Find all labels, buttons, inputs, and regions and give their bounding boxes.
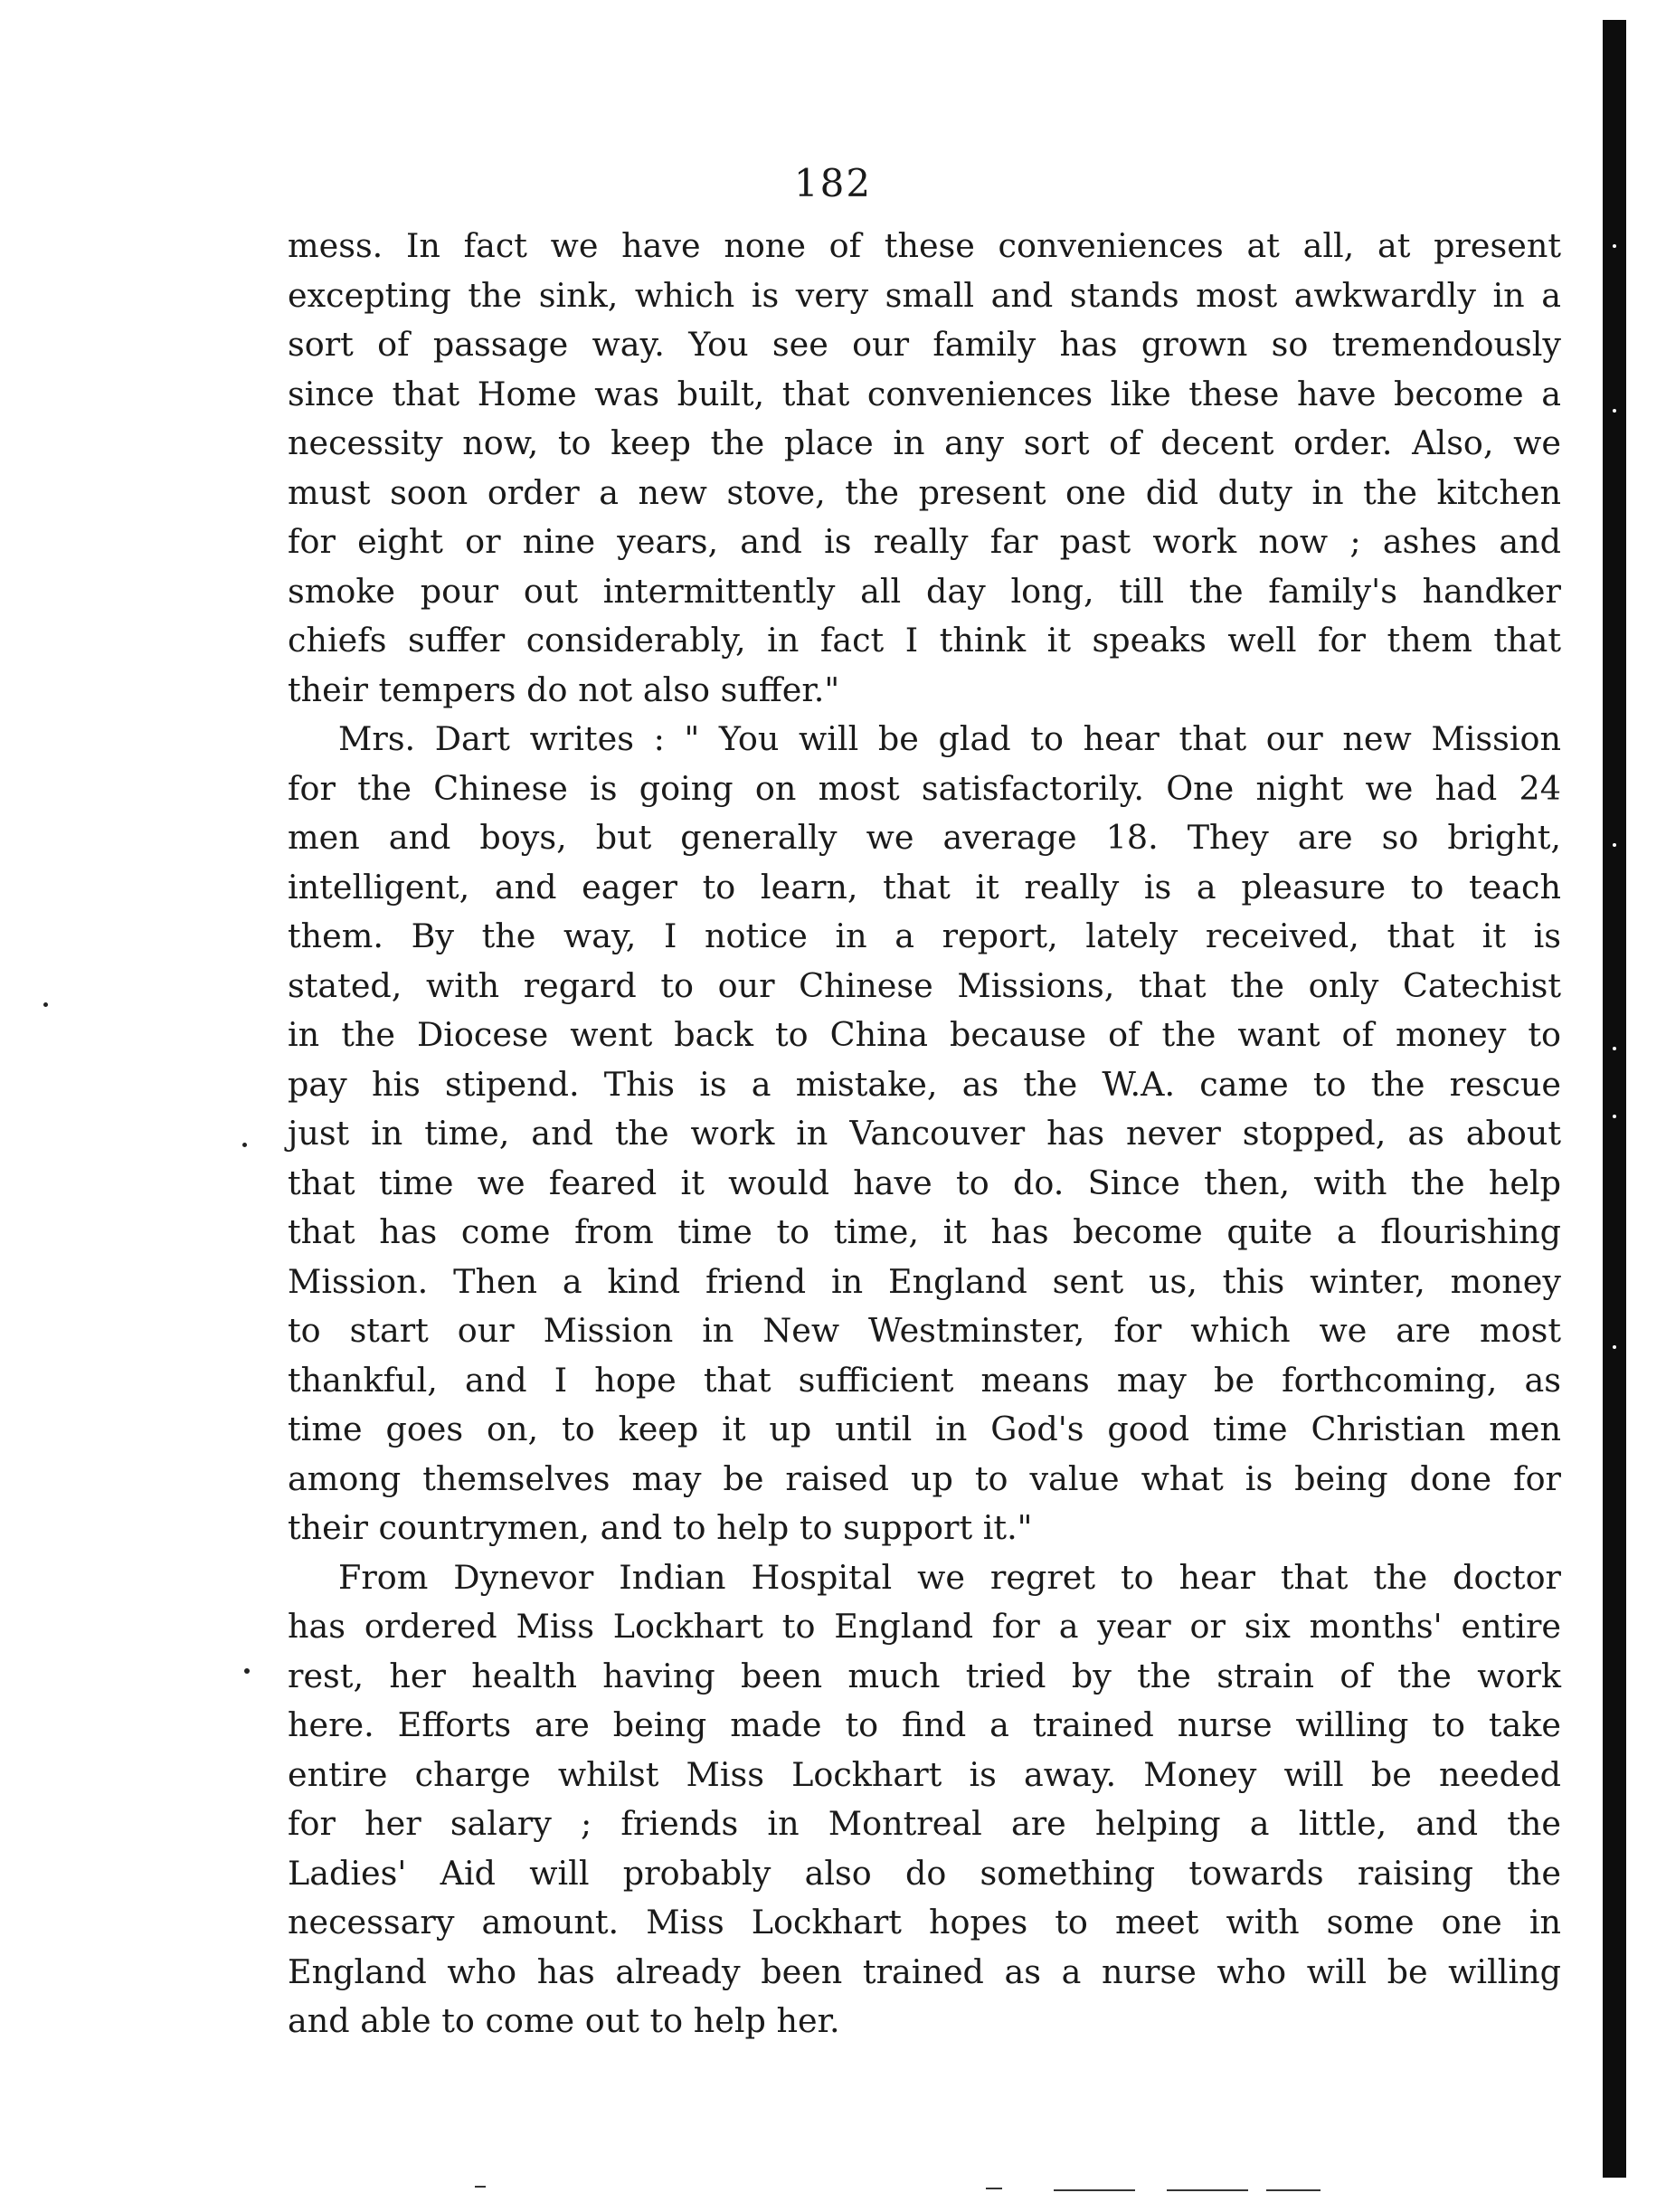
- text-line: Mission. Then a kind friend in England sent us, this winter, money: [288, 1261, 1561, 1301]
- text-line: Mrs. Dart writes : " You will be glad to hear that our new Mission: [338, 719, 1561, 758]
- text-line: entire charge whilst Miss Lockhart is away. Money will be needed: [288, 1754, 1561, 1794]
- text-line: sort of passage way. You see our family has grown so tremendously: [288, 325, 1561, 364]
- text-line: thankful, and I hope that sufficient means may be forthcoming, as: [288, 1360, 1561, 1400]
- text-line: to start our Mission in New Westminster, for which we are most: [288, 1311, 1561, 1350]
- text-line: rest, her health having been much tried by the strain of the work: [288, 1656, 1561, 1695]
- text-line: stated, with regard to our Chinese Missions, that the only Catechist: [288, 965, 1561, 1005]
- text-line: that time we feared it would have to do. Since then, with the help: [288, 1163, 1561, 1202]
- text-line: pay his stipend. This is a mistake, as the W.A. came to the rescue: [288, 1064, 1561, 1104]
- text-line: that has come from time to time, it has become quite a flourishing: [288, 1212, 1561, 1251]
- text-line: and able to come out to help her.: [288, 2001, 840, 2040]
- text-line: their countrymen, and to help to support it.": [288, 1508, 1033, 1547]
- text-line: must soon order a new stove, the present one did duty in the kitchen: [288, 472, 1561, 512]
- page-number: 182: [793, 161, 873, 205]
- scan-speck: [43, 1002, 48, 1007]
- text-line: just in time, and the work in Vancouver has never stopped, as about: [288, 1114, 1561, 1153]
- scan-speck: [244, 1668, 250, 1674]
- body-text: [288, 222, 1561, 2046]
- text-line: mess. In fact we have none of these conveniences at all, at present: [288, 226, 1561, 265]
- text-line: since that Home was built, that conveniences like these have become a: [288, 374, 1561, 413]
- text-line: time goes on, to keep it up until in God's good time Christian men: [288, 1410, 1561, 1448]
- text-line: for her salary ; friends in Montreal are helping a little, and the: [288, 1804, 1561, 1843]
- text-line: From Dynevor Indian Hospital we regret to hear that the doctor: [338, 1557, 1561, 1597]
- text-line: intelligent, and eager to learn, that it really is a pleasure to teach: [288, 867, 1561, 907]
- scan-mark: [1054, 2189, 1135, 2191]
- text-line: smoke pour out intermittently all day long, till the family's handker: [288, 571, 1561, 611]
- text-line: for the Chinese is going on most satisfactorily. One night we had 24: [288, 768, 1561, 808]
- text-line: in the Diocese went back to China because of the want of money to: [288, 1015, 1561, 1054]
- text-line: men and boys, but generally we average 18. They are so bright,: [288, 818, 1561, 857]
- text-line: has ordered Miss Lockhart to England for a year or six months' entire: [288, 1607, 1561, 1646]
- text-line: among themselves may be raised up to value what is being done for: [288, 1458, 1561, 1498]
- text-line: for eight or nine years, and is really far past work now ; ashes and: [288, 522, 1561, 561]
- text-line: their tempers do not also suffer.": [288, 669, 840, 709]
- binding-edge: [1603, 20, 1626, 2178]
- scan-mark: [1167, 2189, 1248, 2191]
- scan-mark: [986, 2188, 1002, 2189]
- text-line: them. By the way, I notice in a report, lately received, that it is: [288, 916, 1561, 955]
- scan-speck: [242, 1143, 247, 1147]
- text-line: England who has already been trained as a nurse who will be willing: [288, 1951, 1561, 1991]
- text-line: necessary amount. Miss Lockhart hopes to meet with some one in: [288, 1903, 1561, 1941]
- text-line: necessity now, to keep the place in any sort of decent order. Also, we: [288, 423, 1561, 462]
- scan-mark: [475, 2186, 486, 2188]
- text-line: excepting the sink, which is very small and stands most awkwardly in a: [288, 275, 1561, 315]
- text-line: here. Efforts are being made to find a trained nurse willing to take: [288, 1705, 1561, 1744]
- text-line: Ladies' Aid will probably also do something towards raising the: [288, 1853, 1561, 1893]
- text-line: chiefs suffer considerably, in fact I think it speaks well for them that: [288, 621, 1561, 660]
- scan-mark: [1266, 2189, 1320, 2191]
